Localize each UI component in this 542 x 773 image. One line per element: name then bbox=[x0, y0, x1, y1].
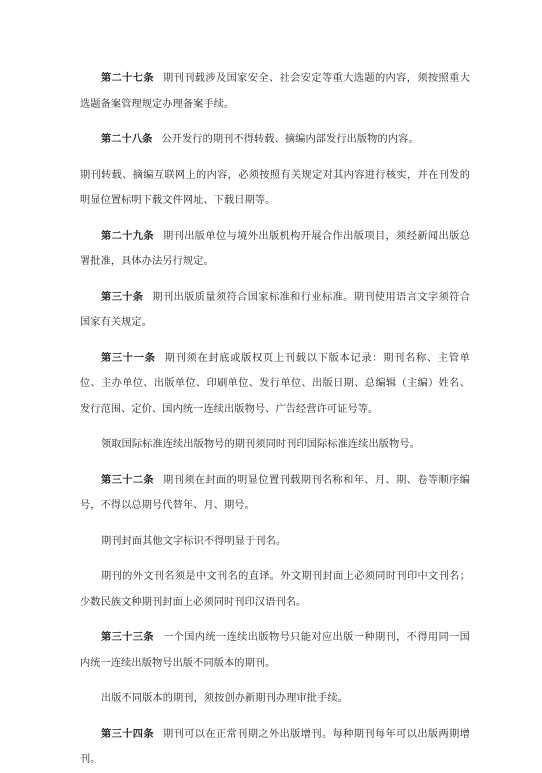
paragraph bbox=[80, 625, 470, 676]
paragraph bbox=[80, 529, 470, 555]
paragraph-text: 期刊出版质量须符合国家标准和行业标准。期刊使用语言文字须符合国家有关规定。 bbox=[80, 291, 470, 328]
paragraph bbox=[80, 285, 470, 336]
paragraph bbox=[80, 346, 470, 423]
paragraph-text: 领取国际标准连续出版物号的期刊须同时刊印国际标准连续出版物号。 bbox=[101, 439, 420, 450]
paragraph bbox=[80, 686, 470, 712]
paragraph-text: 一个国内统一连续出版物号只能对应出版一种期刊，不得用同一国内统一连续出版物号出版不同版本的期刊。 bbox=[80, 632, 471, 669]
paragraph bbox=[80, 564, 470, 615]
paragraph-text: 期刊须在封底或版权页上刊载以下版本记录：期刊名称、主管单位、主办单位、出版单位、印刷单位、发行单位、出版日期、总编辑（主编）姓名、发行范围、定价、国内统一连续出版物号、广告经营许可证号等。 bbox=[80, 352, 471, 415]
paragraph-text: 期刊封面其他文字标识不得明显于刊名。 bbox=[101, 535, 287, 547]
paragraph-text: 期刊须在封面的明显位置刊载期刊名称和年、月、期、卷等顺序编号，不得以总期号代替年、月、期号。 bbox=[80, 474, 471, 511]
paragraph bbox=[80, 163, 470, 214]
article-number: 第三十二条 bbox=[101, 474, 154, 486]
paragraph-text: 期刊转载、摘编互联网上的内容，必须按照有关规定对其内容进行核实，并在刊发的明显位置标明下载文件网址、下载日期等。 bbox=[80, 169, 470, 206]
article-number: 第二十八条 bbox=[101, 134, 153, 145]
paragraph-text: 公开发行的期刊不得转载、摘编内部发行出版物的内容。 bbox=[161, 134, 419, 145]
paragraph bbox=[80, 432, 470, 458]
article-number: 第三十条 bbox=[101, 291, 144, 303]
paragraph bbox=[80, 224, 470, 275]
paragraph-text: 期刊的外文刊名须是中文刊名的直译。外文期刊封面上必须同时刊印中文刊名；少数民族文种期刊封面上必须同时刊印汉语刊名。 bbox=[80, 571, 470, 608]
paragraph bbox=[80, 722, 470, 773]
paragraph bbox=[80, 127, 470, 153]
article-number: 第二十七条 bbox=[101, 73, 154, 84]
paragraph-text: 出版不同版本的期刊，须按创办新期刊办理审批手续。 bbox=[101, 693, 348, 704]
article-number: 第三十一条 bbox=[101, 352, 156, 364]
paragraph bbox=[80, 468, 470, 519]
article-number: 第二十九条 bbox=[101, 230, 154, 242]
paragraph-text: 期刊刊载涉及国家安全、社会安定等重大选题的内容，须按照重大选题备案管理规定办理备案手续。 bbox=[80, 73, 471, 110]
paragraph-text: 期刊可以在正常刊期之外出版增刊。每种期刊每年可以出版两期增刊。 bbox=[80, 728, 471, 765]
paragraph bbox=[80, 66, 470, 117]
article-number: 第三十四条 bbox=[101, 728, 154, 740]
paragraph-text: 期刊出版单位与境外出版机构开展合作出版项目，须经新闻出版总署批准，具体办法另行规定。 bbox=[80, 230, 471, 267]
article-number: 第三十三条 bbox=[101, 632, 154, 643]
